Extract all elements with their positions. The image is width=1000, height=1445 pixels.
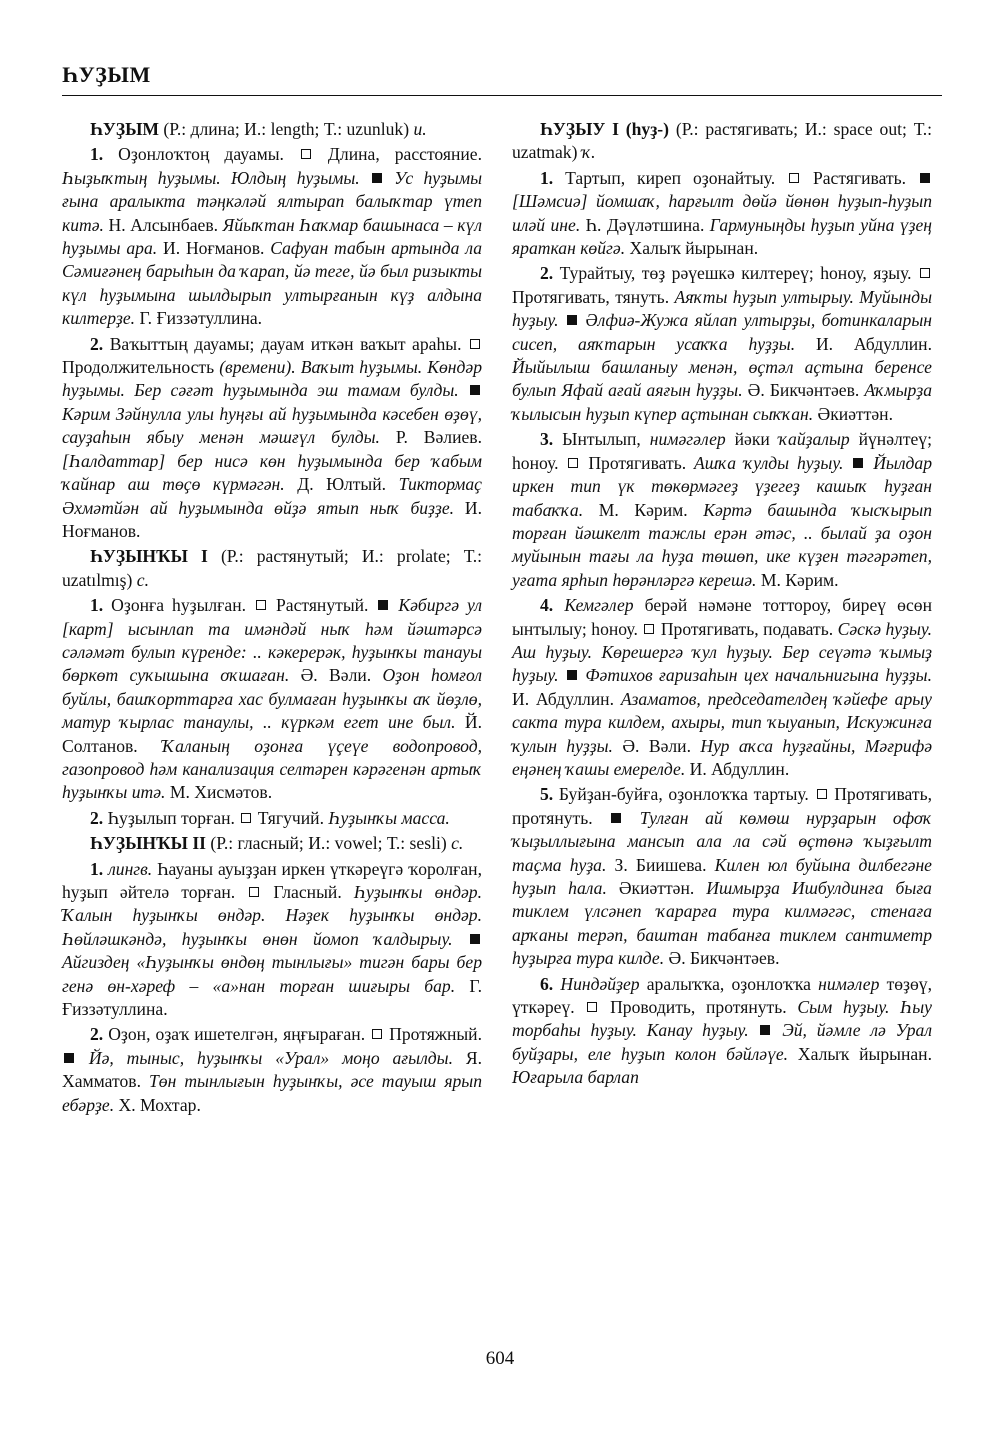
translation: Протягивать. [580,452,694,473]
author: И. Абдуллин. [795,333,932,354]
author: И. Абдуллин. [512,688,621,709]
example: Йә, тыныс, һуҙынҡы «Урал» моңо ағылды. [76,1047,453,1068]
example: Оҙон һомғол буйлы, башҡорттарға хас булмаған һуҙынҡы аҡ йөҙлө, матур ҡырлас танаулы, .. күркәм егет ине был. [62,665,483,733]
author: Әкиәттән. [813,403,894,424]
sense [512,783,932,970]
dictionary-entry [62,545,482,592]
example: Ҡаланың оҙонға үҫеүе водопровод, газопровод һәм канализация селтәрен кәрәгенән артыҡ һуҙынҡы итә. [62,735,483,803]
definition: Оҙонлоҡтоң дауамы. [103,144,299,165]
author: Ә. Вәли. [289,665,383,686]
definition: Турайтыу, төҙ рәүешкә килтереү; һоноу, яҙыу. [553,263,918,284]
example: Сәскә һуҙыу. Аш һуҙыу. Көрешергә ҡул һуҙыу. Бер сеүәтә ҡымыҙ һуҙыу. [512,618,932,686]
translation: Длина, расстояние. [312,144,482,165]
quote-marker-icon [470,934,480,944]
page-number: 604 [485,1348,515,1369]
author: Й. Солтанов. [62,712,482,756]
author: Д. Юлтый. [284,474,399,495]
translation-marker-icon [241,813,251,823]
sense [512,167,932,261]
translation-marker-icon [644,624,654,634]
headword: ҺУҘЫНҠЫ II [90,833,207,854]
sense [512,973,932,1090]
translation: Растягивать. [801,167,919,188]
translation-marker-icon [789,173,799,183]
part-of-speech: ҡ. [581,142,596,163]
author: И. Ноғманов. [157,238,271,259]
definition-italic: Ниндәйҙер [553,973,640,994]
author: Н. Алсынбаев. [103,214,223,235]
author: И. Ноғманов. [62,497,482,541]
quote-marker-icon [760,1025,770,1035]
example: Аяҡты һуҙып ултырыу. Муйынды һуҙыу. [512,286,932,331]
quote-marker-icon [853,458,863,468]
definition: йәки [725,429,779,450]
definition: берәй нәмәне тоттороу, биреү өсөн ынтылыу; һоноу. [512,595,932,639]
example: Аҡмырҙа ҡылысын һуҙып күпер аҫтынан сыҡҡан. [512,380,932,424]
translation: Продолжительность [62,357,220,378]
dictionary-entry [62,118,482,141]
definition: төҙөү, үткәреү. [512,973,932,1018]
definition: Һауаны ауыҙҙан иркен үткәреүгә ҡоролған, һуҙып әйтелә торған. [62,858,482,902]
translation-marker-icon [568,458,578,468]
quote-marker-icon [567,315,577,325]
example: Гармуныңды һуҙып уйна үҙең яраткан көйгә. [512,214,932,259]
sense-number: 6. [540,973,554,994]
example: Һуҙынҡы өндәр. Ҡалын һуҙынҡы өндәр. Нәҙек һуҙынҡы өндәр. Һөйләшкәндә, һуҙынҡы өнөн йомоп ҡалдырыу. [62,882,482,949]
sense [62,333,482,544]
author: З. Биишева. [606,854,715,875]
author: Г. Ғиззәтуллина. [135,308,263,329]
definition-italic: ҡайҙалыр [778,429,850,450]
translation: Тягучий. [253,807,329,828]
quote-marker-icon [470,385,480,395]
headword: ҺУҘЫНҠЫ I [90,546,208,567]
sense [62,1023,482,1117]
grammar-note: (Р.: растягивать; И.: space out; Т.: uzatmak) [512,119,932,163]
sense [62,858,482,1022]
quote-marker-icon [567,670,577,680]
sense [62,594,482,805]
sense-number: 1. [540,167,554,188]
definition-italic: Кемгәлер [553,595,634,616]
example: Йылдар иркен тип үк төкөрмәгеҙ үҙегеҙ кашыҡ һуҙған табаҡҡа. [512,452,933,520]
definition: Оҙон, оҙаҡ ишетелгән, яңғыраған. [103,1024,371,1045]
example: Ваҡыт һуҙымы. Көндәр һуҙымы. Бер сәғәт һуҙымында эш тамам булды. [62,357,482,401]
example: Сым һуҙыу. Һыу торбаһы һуҙыу. Канау һуҙыу. [512,997,932,1041]
dictionary-entry [512,118,932,165]
translation-marker-icon [249,887,259,897]
example: Ус һуҙымы ғына аралыкта тәңкәләй ялтырап балыҡтар үтеп китә. [62,167,482,235]
example: Тиктормаҫ Әхмәтйән ай һуҙымында өйҙә ятып ныҡ биҙҙе. [62,474,482,518]
translation-marker-icon [372,1029,382,1039]
sense [512,262,932,426]
author: Ә. Бикчәнтәев. [742,380,865,401]
quote-marker-icon [378,600,388,610]
example: [Шәмсиә] йомшаҡ, һарғылт дөйә йөнөн һуҙып-һуҙып иләй ине. [512,191,932,235]
sense-number: 3. [540,429,554,450]
author: Халыҡ йырынан. [788,1043,932,1064]
definition: Ваҡыттың дауамы; дауам иткән ваҡыт араһы. [103,333,468,354]
translation: Гласный. [261,882,354,902]
author: Р. Вәлиев. [379,427,482,448]
part-of-speech: с. [451,833,464,854]
author: М. Кәрим. [756,569,839,590]
definition: Тартып, киреп оҙонайтыу. [553,167,788,188]
sense-number: 1. [90,144,104,165]
author: Әкиәттән. [606,878,707,898]
running-head: ҺУҘЫМ [62,62,151,87]
definition: аралыҡҡа, оҙонлоҡҡа [639,973,819,994]
example: Айгиздең «Һуҙынҡы өндөң тынлығы» тигән бары бер генә өн-хәреф – «а»нан торған шиғыры бар. [62,952,482,996]
example: Килен юл буйына дилбегәне һуҙып һала. [512,854,932,898]
translation-marker-icon [920,268,930,278]
translation: Протяжный. [384,1024,482,1045]
sense [512,428,932,592]
translation-marker-icon [256,600,266,610]
quote-marker-icon [611,813,621,823]
example: Һыҙыҡтың һуҙымы. Юлдың һуҙымы. [62,167,360,188]
example: Ашҡа ҡулды һуҙыу. [694,452,844,473]
right-column [512,118,932,1092]
definition-italic: нимәлер [818,973,880,994]
author: Я. Хамматов. [62,1047,482,1092]
definition: Ынтылып, [553,429,650,450]
left-column [62,118,482,1119]
header-rule [62,95,942,96]
translation-marker-icon [301,149,311,159]
author: Ә. Вәли. [612,735,701,756]
definition: Буйҙан-буйға, оҙонлоҡҡа тартыу. [553,784,815,805]
headword: ҺУҘЫМ [90,119,159,139]
usage-label: лингв. [103,858,153,879]
quote-marker-icon [920,173,930,183]
translation-marker-icon [587,1002,597,1012]
example: Эй, йәмле лә Урал буйҙары, еле һуҙып колон бәйләүе. [512,1020,932,1064]
dictionary-entry [62,832,482,855]
example: Ишмырҙа Ишбулдинға быға тиклем үлсәнеп ҡарарға тура килмәгәс, стенаға арҡаны терәп, баштан табанға тиклем сантиметр һуҙырға тура килде. [512,878,932,969]
example: Азаматов, председателдең ҡәйефе арыу сакта тура килдем, ахыры, тип ҡыуанып, Искужинға ҡулын һуҙҙы. [512,688,932,756]
sense-number: 1. [90,595,104,616]
example: Кәбиргә ул [карт] ысынлап та имәндәй ныҡ һәм йәштәрсә сәләмәт булып күренде: .. кәкерерәк, һуҙынҡы танауы бөркөт суҡышына оҡшаған. [62,595,482,686]
grammar-note: (Р.: длина; И.: length; Т.: uzunluk) [159,119,414,139]
translation: Протягивать, тянуть. [512,286,675,307]
definition: Һуҙылып торған. [103,807,240,828]
sense-number: 5. [540,784,554,805]
author: Халыҡ йырынан. [625,238,759,259]
definition-italic: нимәгәлер [649,429,726,450]
translation-note: (времени). [219,357,301,378]
example: Кәрим Зәйнулла улы һуңғы ай һуҙымында кәсебен өҙөү, сауҙаһын ябыу менән мәшғүл булды. [62,403,482,448]
quote-marker-icon [372,173,382,183]
sense-number: 2. [90,333,104,354]
author: М. Кәрим. [583,499,704,520]
example: Әлфиә-Жужа яйлап ултырҙы, ботинкаларын сисеп, аяҡтарын усаҡҡа һуҙҙы. [512,310,933,354]
translation: Растянутый. [268,595,377,616]
translation: Проводить, протянуть. [599,997,798,1018]
author: Һ. Дәүләтшина. [580,214,710,235]
translation: Протягивать, подавать. [656,618,838,639]
sense-number: 4. [540,595,554,616]
sense-number: 2. [90,807,104,828]
grammar-note: (Р.: гласный; И.: vowel; Т.: sesli) [206,833,452,854]
translation-marker-icon [470,339,480,349]
sense-number: 2. [540,263,554,284]
sense [512,594,932,781]
example: [Һалдаттар] бер нисә көн һуҙымында бер ҡабым ҡайнар аш төҫө күрмәгән. [62,450,482,495]
example: Яйыҡтан Һаҡмар башынаса – күл һуҙымы ара. [62,214,482,259]
definition: Оҙонға һуҙылған. [103,595,254,616]
sense [62,807,482,830]
author: Х. Мохтар. [114,1094,201,1115]
example: Нур аҡса һуҙғайны, Мәғрифә еңәнең ҡашы емерелде. [512,735,932,779]
part-of-speech: с. [136,569,149,590]
part-of-speech: и. [413,119,427,139]
quote-marker-icon [64,1053,74,1063]
example: Кәртә башында ҡысҡырып торған йәшкелт тажлы ерән әтәс, .. былай ҙа оҙон муйынын тағы ла һуҙа төшөп, ике күҙен тәгәрәтеп, уғата ярһып һөрәнләргә керешә. [512,499,933,590]
example: Һуҙынҡы масса. [328,807,450,828]
example: Төн тынлығын һуҙынҡы, әсе тауыш ярып ебәрҙе. [62,1071,483,1115]
author: И. Абдуллин. [685,758,790,779]
sense-number: 1. [90,858,104,879]
grammar-note: (Р.: растянутый; И.: prolate; Т.: uzatılmış) [62,546,482,590]
author: Г. Ғиззәтуллина. [62,975,482,1020]
author: М. Хисмәтов. [165,782,273,803]
headword: ҺУҘЫУ I (һуҙ-) [540,119,670,139]
translation-marker-icon [817,789,827,799]
translation: Протягивать, протянуть. [512,784,932,828]
definition: йүнәлтеү; һоноу. [512,429,932,473]
example: Йыйылыш башланыу менән, өҫтәл аҫтына беренсе булып Яфай ағай аяғын һуҙҙы. [512,357,932,401]
sense-number: 2. [90,1024,104,1045]
example: Сафуан табын артында ла Сәмиғәнең барыһын да ҡарап, йә теге, йә был ризыкты күл һуҙымына шылдырып ултырғанын күҙ алдына килтерҙе. [62,238,483,329]
example: Юғарыла барлап [512,1067,639,1088]
example: Фәтихов ғаризаһын цех начальнигына һуҙҙы. [578,665,932,686]
example: Тулған ай көмөш нурҙарын офоҡ ҡыҙыллығына мансып ала ла сәй өҫтөнә ҡыҙғылт таҫма һуҙа. [512,807,932,875]
sense [62,143,482,330]
author: Ә. Бикчәнтәев. [664,948,780,969]
